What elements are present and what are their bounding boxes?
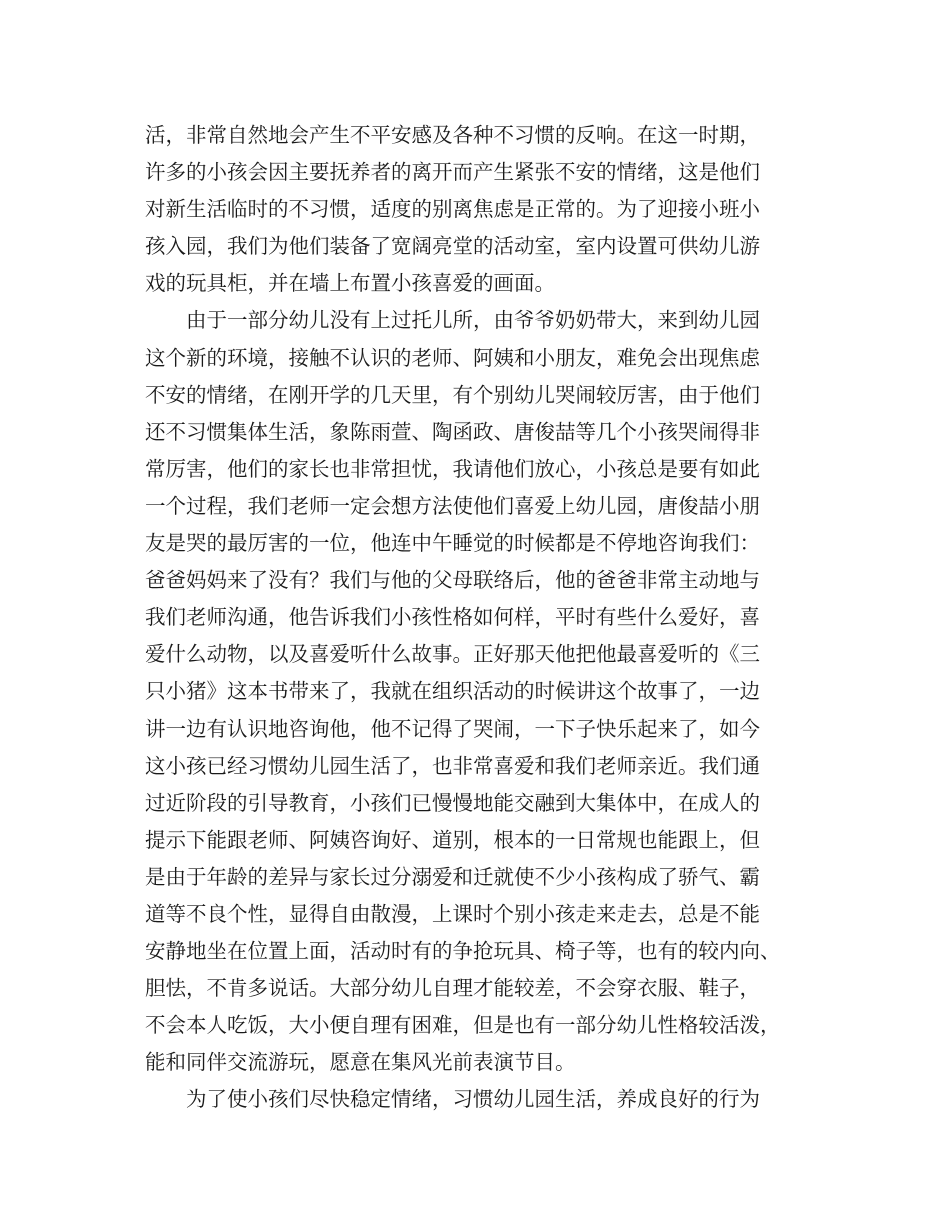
text-line: 一个过程，我们老师一定会想方法使他们喜爱上幼儿园，唐俊喆小朋 — [145, 493, 760, 518]
text-line: 我们老师沟通，他告诉我们小孩性格如何样，平时有些什么爱好，喜 — [145, 605, 760, 630]
body-text — [145, 117, 820, 1119]
text-line: 能和同伴交流游玩，愿意在集风光前表演节目。 — [145, 1050, 576, 1075]
text-line: 这个新的环境，接触不认识的老师、阿姨和小朋友，难免会出现焦虑 — [145, 345, 760, 370]
text-line: 孩入园，我们为他们装备了宽阔亮堂的活动室，室内设置可供幼儿游 — [145, 234, 760, 259]
paragraph — [145, 117, 820, 302]
text-line: 讲一边有认识地咨询他，他不记得了哭闹，一下子快乐起来了，如今 — [145, 716, 760, 741]
text-line: 是由于年龄的差异与家长过分溺爱和迁就使不少小孩构成了骄气、霸 — [145, 864, 760, 889]
text-line: 由于一部分幼儿没有上过托儿所，由爷爷奶奶带大，来到幼儿园 — [186, 308, 760, 333]
text-line: 常厉害，他们的家长也非常担忧，我请他们放心，小孩总是要有如此 — [145, 456, 760, 481]
text-line: 安静地坐在位置上面，活动时有的争抢玩具、椅子等，也有的较内向、 — [145, 939, 781, 964]
text-line: 爸爸妈妈来了没有？我们与他的父母联络后，他的爸爸非常主动地与 — [145, 568, 760, 593]
text-line: 活，非常自然地会产生不平安感及各种不习惯的反响。在这一时期， — [145, 123, 760, 147]
text-line: 爱什么动物，以及喜爱听什么故事。正好那天他把他最喜爱听的《三 — [145, 642, 760, 667]
text-line: 只小猪》这本书带来了，我就在组织活动的时候讲这个故事了，一边 — [145, 679, 760, 704]
text-line: 为了使小孩们尽快稳定情绪，习惯幼儿园生活，养成良好的行为 — [186, 1087, 760, 1112]
text-line: 不会本人吃饭，大小便自理有困难，但是也有一部分幼儿性格较活泼， — [145, 1013, 781, 1038]
text-line: 这小孩已经习惯幼儿园生活了，也非常喜爱和我们老师亲近。我们通 — [145, 753, 760, 778]
text-line: 对新生活临时的不习惯，适度的别离焦虑是正常的。为了迎接小班小 — [145, 197, 760, 222]
text-line: 许多的小孩会因主要抚养者的离开而产生紧张不安的情绪，这是他们 — [145, 160, 760, 185]
text-line: 不安的情绪，在刚开学的几天里，有个别幼儿哭闹较厉害，由于他们 — [145, 382, 760, 407]
text-line: 戏的玩具柜，并在墙上布置小孩喜爱的画面。 — [145, 271, 555, 296]
text-line: 还不习惯集体生活，象陈雨萱、陶函政、唐俊喆等几个小孩哭闹得非 — [145, 419, 760, 444]
text-line: 胆怯，不肯多说话。大部分幼儿自理才能较差，不会穿衣服、鞋子， — [145, 976, 760, 1001]
text-line: 过近阶段的引导教育，小孩们已慢慢地能交融到大集体中，在成人的 — [145, 790, 760, 815]
text-line: 道等不良个性，显得自由散漫，上课时个别小孩走来走去，总是不能 — [145, 901, 760, 926]
text-line: 友是哭的最厉害的一位，他连中午睡觉的时候都是不停地咨询我们： — [145, 531, 760, 556]
paragraph — [145, 1081, 820, 1118]
text-line: 提示下能跟老师、阿姨咨询好、道别，根本的一日常规也能跟上，但 — [145, 827, 760, 852]
paragraph — [145, 302, 820, 1081]
